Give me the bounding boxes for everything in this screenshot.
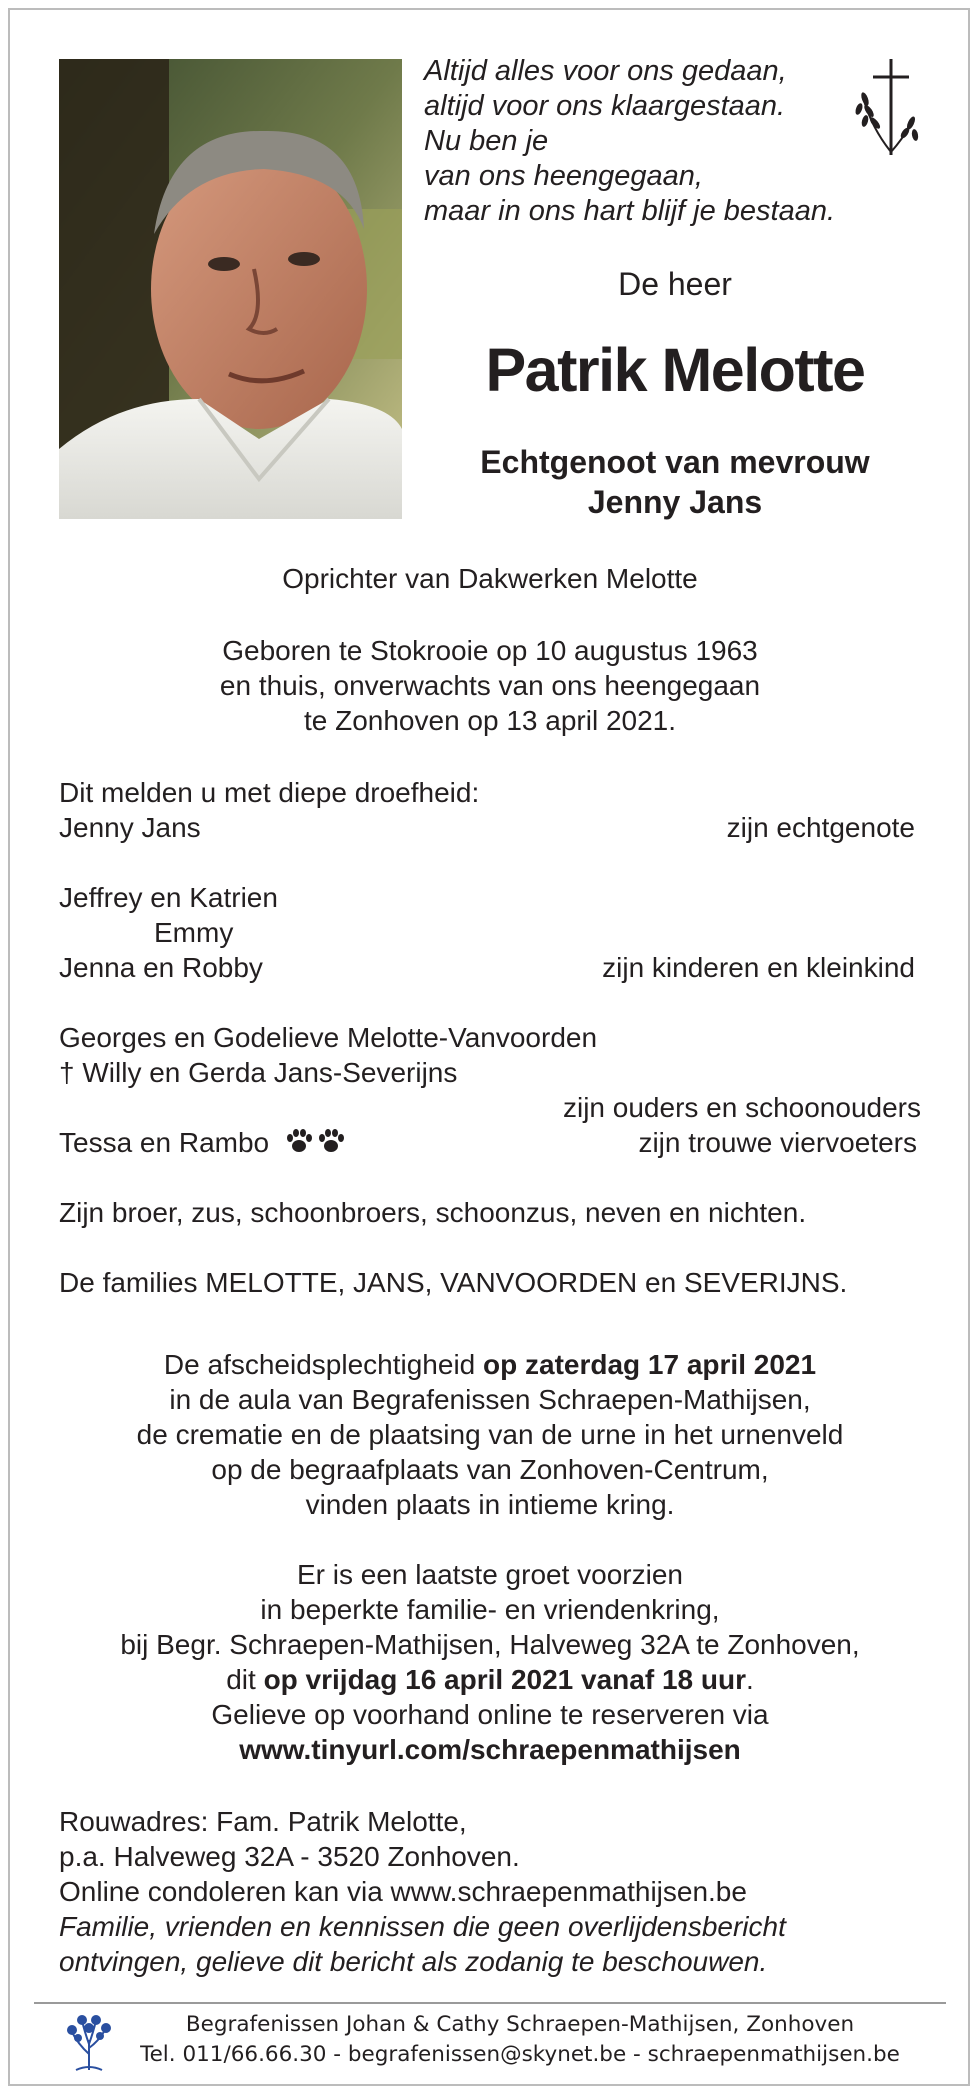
paw-print-icon	[285, 1127, 349, 1162]
farewell-text: dit	[226, 1664, 264, 1695]
notice-line: ontvingen, gelieve dit bericht als zodanig te beschouwen.	[59, 1946, 768, 1977]
spouse-name-entry: Jenny Jans	[59, 812, 201, 843]
footer-divider	[34, 2002, 946, 2004]
farewell-text: in beperkte familie- en vriendenkring,	[260, 1594, 720, 1625]
families-line: De families MELOTTE, JANS, VANVOORDEN en SEVERIJNS.	[59, 1267, 848, 1298]
poem-line: maar in ons hart blijf je bestaan.	[424, 195, 836, 227]
deceased-name: Patrik Melotte	[485, 336, 865, 404]
ceremony-date: op zaterdag 17 april 2021	[483, 1349, 817, 1380]
poem-line: Nu ben je	[424, 125, 549, 157]
parents-entry: Georges en Godelieve Melotte-Vanvoorden	[59, 1022, 598, 1053]
spouse-name: Jenny Jans	[587, 484, 763, 520]
portrait-photo	[59, 59, 402, 519]
ceremony-text: vinden plaats in intieme kring.	[305, 1489, 675, 1520]
birth-death-line: en thuis, onverwachts van ons heengegaan	[219, 670, 761, 701]
birth-death-line: te Zonhoven op 13 april 2021.	[303, 705, 677, 736]
ceremony-text: de crematie en de plaatsing van de urne in het urnenveld	[136, 1419, 844, 1450]
address-line: p.a. Halveweg 32A - 3520 Zonhoven.	[59, 1841, 520, 1872]
farewell-text: .	[746, 1664, 754, 1695]
cross-with-wheat-icon	[851, 57, 931, 157]
farewell-date: op vrijdag 16 april 2021 vanaf 18 uur	[263, 1664, 746, 1695]
birth-death	[59, 633, 921, 738]
farewell-text: Er is een laatste groet voorzien	[297, 1559, 683, 1590]
funeral-home-name: Begrafenissen Johan & Cathy Schraepen-Mathijsen, Zonhoven	[185, 2012, 855, 2037]
announcement-intro: Dit melden u met diepe droefheid:	[59, 777, 480, 808]
ceremony-text: in de aula van Begrafenissen Schraepen-Mathijsen,	[169, 1384, 811, 1415]
birth-death-line: Geboren te Stokrooie op 10 augustus 1963	[222, 635, 758, 666]
title: De heer	[618, 266, 732, 302]
spouse-info	[415, 442, 935, 522]
poem-line: van ons heengegaan,	[424, 160, 703, 192]
notice-line: Familie, vrienden en kennissen die geen overlijdensbericht	[59, 1911, 786, 1942]
funeral-home-contact: Tel. 011/66.66.30 - begrafenissen@skynet.be - schraepenmathijsen.be	[140, 2042, 900, 2067]
poem-line: Altijd alles voor ons gedaan,	[424, 55, 787, 87]
farewell-text: Gelieve op voorhand online te reserveren via	[211, 1699, 769, 1730]
announcement	[59, 775, 921, 1300]
pets-names: Tessa en Rambo	[59, 1127, 270, 1158]
farewell	[59, 1557, 921, 1767]
spouse-line: Echtgenoot van mevrouw	[480, 444, 870, 480]
condolence-line: Online condoleren kan via www.schraepenmathijsen.be	[59, 1876, 747, 1907]
ceremony	[59, 1347, 921, 1522]
ceremony-text: op de begraafplaats van Zonhoven-Centrum,	[211, 1454, 769, 1485]
children-entry: Jenna en Robby	[59, 952, 263, 983]
parents-role: zijn ouders en schoonouders	[562, 1092, 921, 1123]
farewell-text: bij Begr. Schraepen-Mathijsen, Halveweg 32A te Zonhoven,	[120, 1629, 860, 1660]
spouse-role: zijn echtgenote	[726, 812, 915, 843]
pets-entry	[59, 1125, 349, 1162]
footer	[120, 2010, 920, 2070]
address-line: Rouwadres: Fam. Patrik Melotte,	[59, 1806, 467, 1837]
ceremony-text: De afscheidsplechtigheid	[163, 1349, 484, 1380]
address-block	[59, 1804, 921, 1979]
children-entry: Jeffrey en Katrien	[59, 882, 278, 913]
reservation-link[interactable]: www.tinyurl.com/schraepenmathijsen	[239, 1734, 741, 1765]
poem-line: altijd voor ons klaargestaan.	[424, 90, 786, 122]
pets-role: zijn trouwe viervoeters	[638, 1127, 917, 1158]
children-role: zijn kinderen en kleinkind	[602, 952, 915, 983]
tree-icon	[62, 2014, 116, 2072]
parents-entry: † Willy en Gerda Jans-Severijns	[59, 1057, 458, 1088]
grandchild-entry: Emmy	[154, 917, 234, 948]
occupation: Oprichter van Dakwerken Melotte	[282, 563, 698, 594]
siblings-line: Zijn broer, zus, schoonbroers, schoonzus, neven en nichten.	[59, 1197, 807, 1228]
poem	[424, 54, 844, 229]
